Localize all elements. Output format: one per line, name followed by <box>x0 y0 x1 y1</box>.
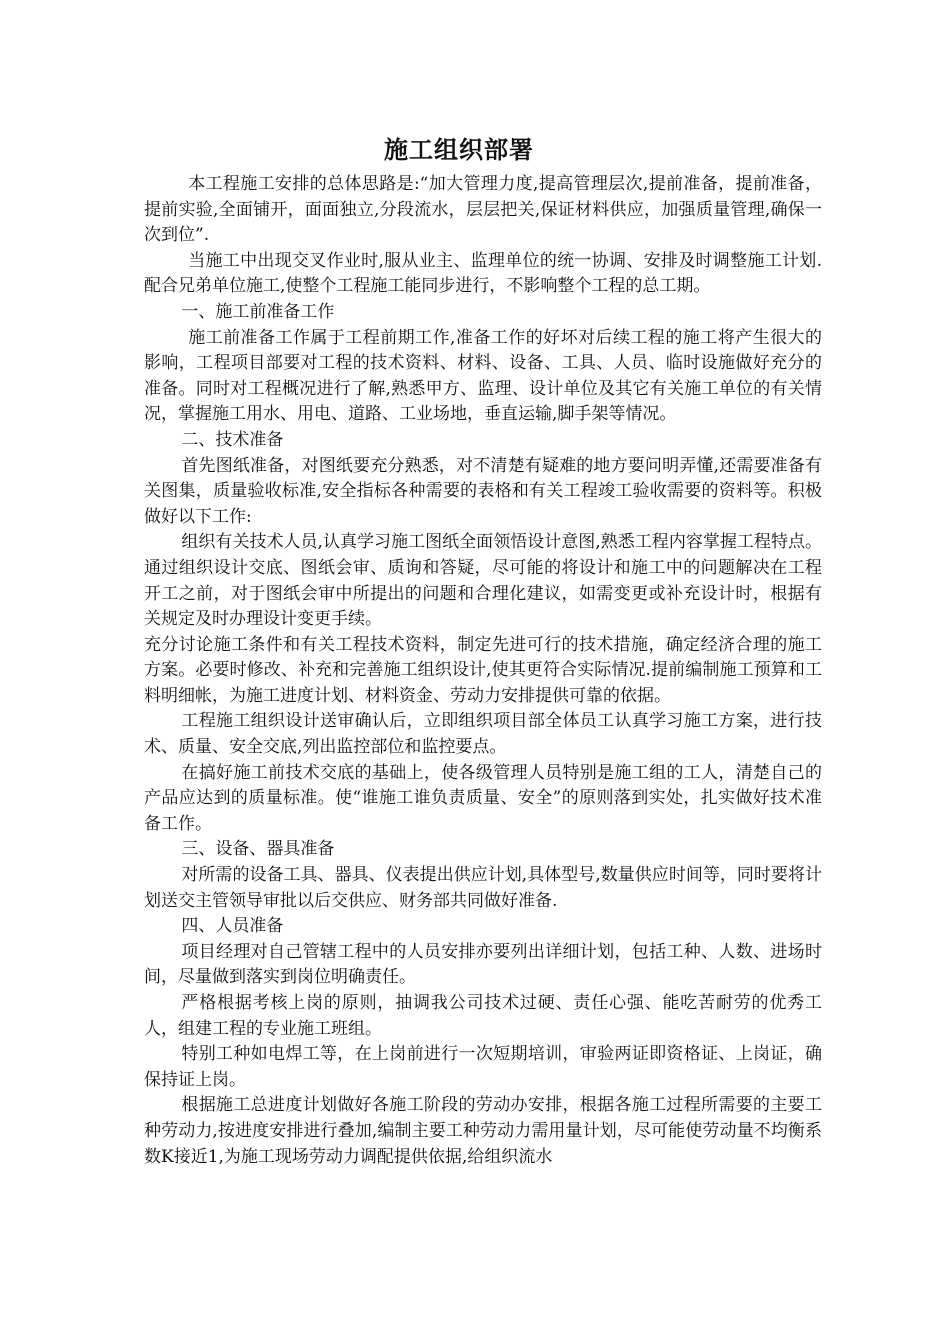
section-heading-personnel: 四、人员准备 <box>181 916 284 937</box>
paragraph-design-review: 工程施工组织设计送审确认后，立即组织项目部全体员工认真学习施工方案，进行技术、质量、安全交底,列出监控部位和监控要点。 <box>144 711 822 758</box>
paragraph-special-trades: 特别工种如电焊工等，在上岗前进行一次短期培训，审验两证即资格证、上岗证，确保持证上岗。 <box>144 1044 822 1090</box>
paragraph-overall-approach: 本工程施工安排的总体思路是:“加大管理力度,提高管理层次,提前准备，提前准备，提前实验,全面铺开，面面独立,分段流水，层层把关,保证材料供应，加强质量管理,确保一次到位”. <box>144 174 822 246</box>
paragraph-preparation: 施工前准备工作属于工程前期工作,准备工作的好坏对后续工程的施工将产生很大的影响，工程项目部要对工程的技术资料、材料、设备、工具、人员、临时设施做好充分的准备。同时对工程概况进行了解,熟悉甲方、监理、设计单位及其它有关施工单位的有关情况，掌握施工用水、用电、道路、工业场地，垂直运输,脚手架等情况。 <box>144 327 822 425</box>
section-heading-preparation: 一、施工前准备工作 <box>181 301 335 322</box>
paragraph-cross-operation: 当施工中出现交叉作业时,服从业主、监理单位的统一协调、安排及时调整施工计划.配合兄弟单位施工,使整个工程施工能同步进行，不影响整个工程的总工期。 <box>144 250 822 297</box>
section-heading-technical: 二、技术准备 <box>181 429 284 450</box>
paragraph-drawings: 首先图纸准备，对图纸要充分熟悉，对不清楚有疑难的地方要问明弄懂,还需要准备有关图集，质量验收标准,安全指标各种需要的表格和有关工程竣工验收需要的资料等。积极做好以下工作: <box>144 455 822 527</box>
paragraph-technical-briefing: 在搞好施工前技术交底的基础上，使各级管理人员特别是施工组的工人，清楚自己的产品应达到的质量标准。使“谁施工谁负责质量、安全”的原则落到实处，扎实做好技术准备工作。 <box>144 762 822 834</box>
paragraph-equipment: 对所需的设备工具、器具、仪表提出供应计划,具体型号,数量供应时间等，同时要将计划送交主管领导审批以后交供应、财务部共同做好准备. <box>144 865 822 911</box>
paragraph-technical-staff: 组织有关技术人员,认真学习施工图纸全面领悟设计意图,熟悉工程内容掌握工程特点。通过组织设计交底、图纸会审、质询和答疑，尽可能的将设计和施工中的问题解决在工程开工之前，对于图纸会审中所提出的问题和合理化建议，如需变更或补充设计时，根据有关规定及时办理设计变更手续。 <box>144 532 822 630</box>
paragraph-project-manager: 项目经理对自己管辖工程中的人员安排亦要列出详细计划，包括工种、人数、进场时间，尽量做到落实到岗位明确责任。 <box>144 941 822 988</box>
paragraph-construction-conditions: 充分讨论施工条件和有关工程技术资料，制定先进可行的技术措施，确定经济合理的施工方案。必要时修改、补充和完善施工组织设计,使其更符合实际情况.提前编制施工预算和工料明细帐，为施工进度计划、材料资金、劳动力安排提供可靠的依据。 <box>144 634 822 706</box>
paragraph-labor-plan: 根据施工总进度计划做好各施工阶段的劳动办安排，根据各施工过程所需要的主要工种劳动力,按进度安排进行叠加,编制主要工种劳动力需用量计划，尽可能使劳动量不均衡系数K接近1,为施工现场劳动力调配提供依据,给组织流水 <box>144 1095 822 1167</box>
paragraph-assessment: 严格根据考核上岗的原则，抽调我公司技术过硬、责任心强、能吃苦耐劳的优秀工人，组建工程的专业施工班组。 <box>144 993 822 1039</box>
document-title: 施工组织部署 <box>384 135 534 164</box>
document-body <box>144 172 822 1170</box>
section-heading-equipment: 三、设备、器具准备 <box>181 839 335 860</box>
